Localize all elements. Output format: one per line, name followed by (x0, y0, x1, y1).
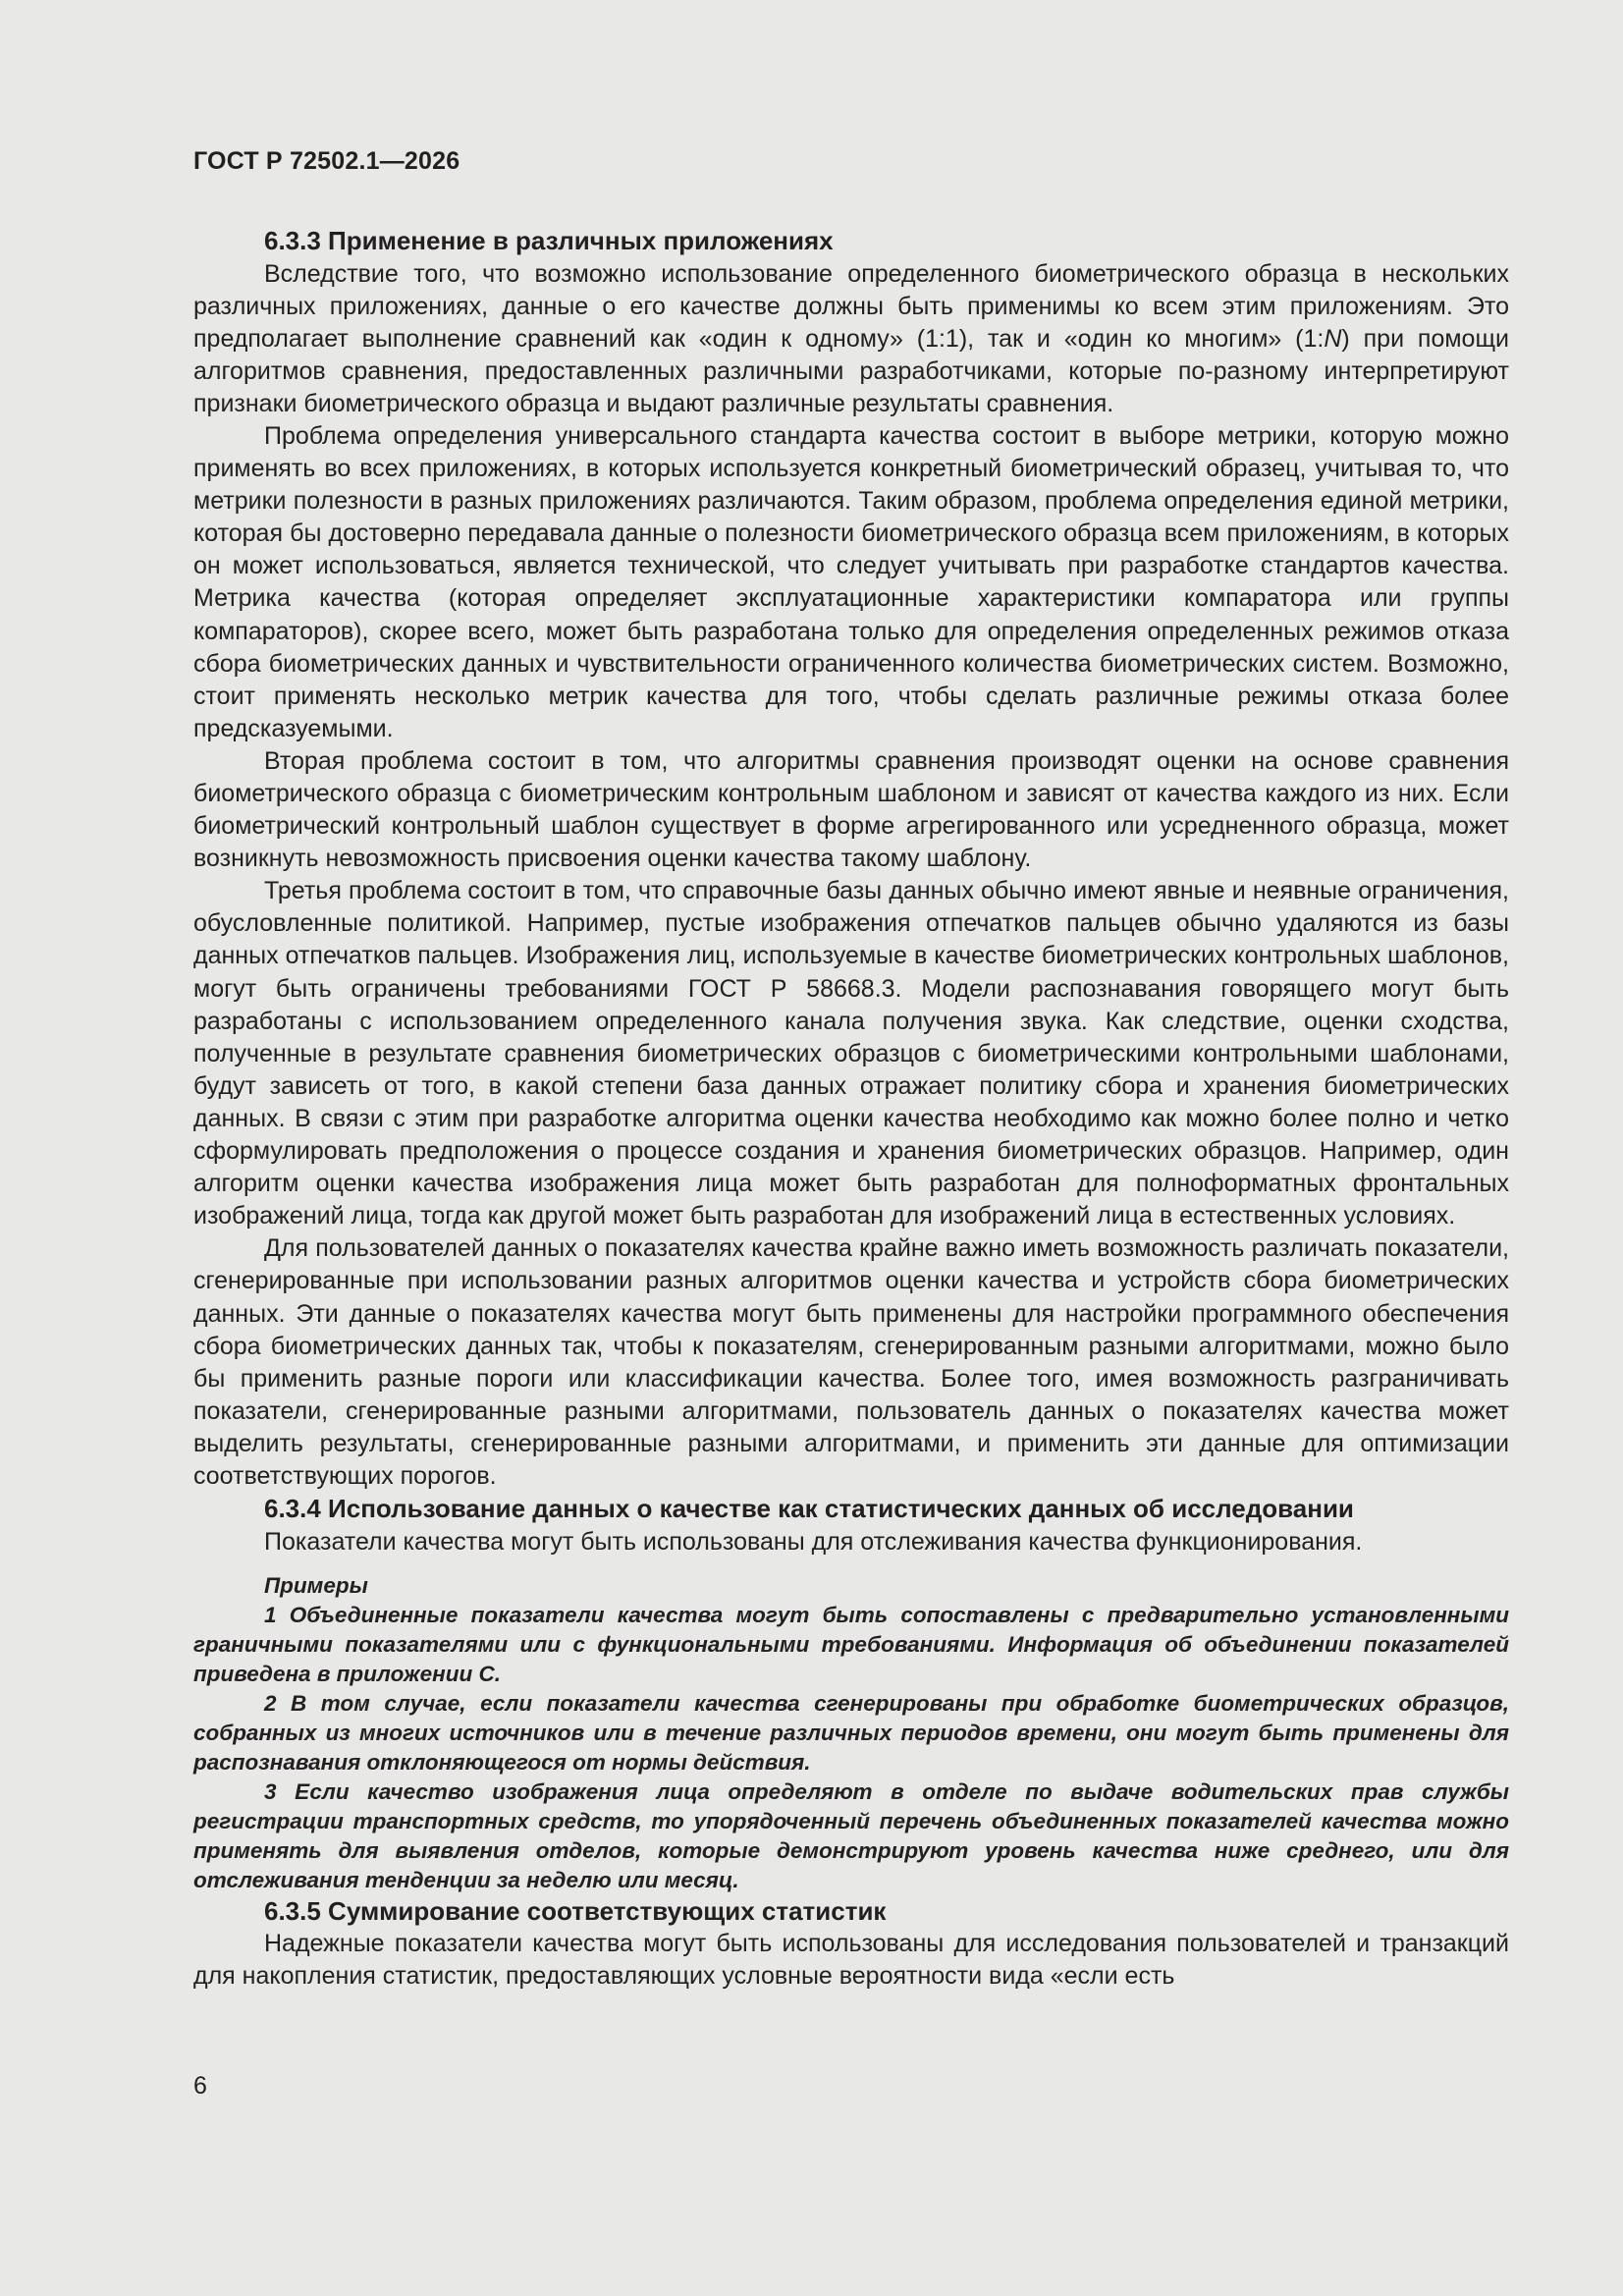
examples-block (193, 1571, 1509, 1895)
example-item: 1 Объединенные показатели качества могут быть сопоставлены с предварительно установленными граничными показателями или с функциональными требованиями. Информация об объединении показателей приведена в приложении С. (193, 1602, 1509, 1686)
page-number: 6 (193, 2072, 207, 2100)
section-6-3-3-heading: 6.3.3 Применение в различных приложениях (264, 226, 834, 255)
paragraph: Надежные показатели качества могут быть использованы для исследования пользователей и транзакций для накопления статистик, предоставляющих условные вероятности вида «если есть (193, 1930, 1509, 1991)
paragraph: Показатели качества могут быть использованы для отслеживания качества функционирования. (264, 1527, 1363, 1556)
paragraph: Вследствие того, что возможно использование определенного биометрического образца в нескольких различных приложениях, данные о его качестве должны быть применимы ко всем этим приложениям. Это предполагает выполнение сравнений как «один к одному» (1:1), так и «один ко многим» (1:N) при помощи алгоритмов сравнения, предоставленных различными разработчиками, которые по-разному интерпретируют признаки биометрического образца и выдают различные результаты сравнения. (193, 259, 1509, 417)
example-item: 3 Если качество изображения лица определяют в отделе по выдаче водительских прав службы регистрации транспортных средств, то упорядоченный перечень объединенных показателей качества можно применять для выявления отделов, которые демонстрируют уровень качества ниже среднего, или для отслеживания тенденции за неделю или месяц. (193, 1778, 1509, 1892)
paragraph: Вторая проблема состоит в том, что алгоритмы сравнения производят оценки на основе сравнения биометрического образца с биометрическим контрольным шаблоном и зависят от качества каждого из них. Если биометрический контрольный шаблон существует в форме агрегированного или усредненного образца, может возникнуть невозможность присвоения оценки качества такому шаблону. (193, 746, 1509, 873)
example-item: 2 В том случае, если показатели качества сгенерированы при обработке биометрических образцов, собранных из многих источников или в течение различных периодов времени, они могут быть применены для распознавания отклоняющегося от нормы действия. (193, 1690, 1509, 1775)
page-body (193, 225, 1509, 1993)
section-6-3-4-heading: 6.3.4 Использование данных о качестве как статистических данных об исследовании (264, 1494, 1354, 1524)
paragraph: Третья проблема состоит в том, что справочные базы данных обычно имеют явные и неявные ограничения, обусловленные политикой. Например, пустые изображения отпечатков пальцев обычно удаляются из базы данных отпечатков пальцев. Изображения лиц, используемые в качестве биометрических контрольных шаблонов, могут быть ограничены требованиями ГОСТ Р 58668.3. Модели распознавания говорящего могут быть разработаны с использованием определенного канала получения звука. Как следствие, оценки сходства, полученные в результате сравнения биометрических образцов с биометрическими контрольными шаблонами, будут зависеть от того, в какой степени база данных отражает политику сбора и хранения биометрических данных. В связи с этим при разработке алгоритма оценки качества необходимо как можно более полно и четко сформулировать предположения о процессе создания и хранения биометрических образцов. Например, один алгоритм оценки качества изображения лица может быть разработан для полноформатных фронтальных изображений лица, тогда как другой может быть разработан для изображений лица в естественных условиях. (193, 877, 1509, 1230)
paragraph: Для пользователей данных о показателях качества крайне важно иметь возможность различать показатели, сгенерированные при использовании разных алгоритмов оценки качества и устройств сбора биометрических данных. Эти данные о показателях качества могут быть применены для настройки программного обеспечения сбора биометрических данных так, чтобы к показателям, сгенерированным разными алгоритмами, можно было бы применить разные пороги или классификации качества. Более того, имея возможность разграничивать показатели, сгенерированные разными алгоритмами, пользователь данных о показателях качества может выделить результаты, сгенерированные разными алгоритмами, и применить эти данные для оптимизации соответствующих порогов. (193, 1234, 1509, 1490)
document-id-header: ГОСТ Р 72502.1—2026 (193, 147, 460, 175)
paragraph: Проблема определения универсального стандарта качества состоит в выборе метрики, которую можно применять во всех приложениях, в которых используется конкретный биометрический образец, учитывая то, что метрики полезности в разных приложениях различаются. Таким образом, проблема определения единой метрики, которая бы достоверно передавала данные о полезности биометрического образца всем приложениям, в которых он может использоваться, является технической, что следует учитывать при разработке стандартов качества. Метрика качества (которая определяет эксплуатационные характеристики компаратора или группы компараторов), скорее всего, может быть разработана только для определения определенных режимов отказа сбора биометрических данных и чувствительности ограниченного количества биометрических систем. Возможно, стоит применять несколько метрик качества для того, чтобы сделать различные режимы отказа более предсказуемыми. (193, 421, 1509, 742)
section-6-3-5-heading: 6.3.5 Суммирование соответствующих статистик (264, 1895, 887, 1926)
examples-title: Примеры (264, 1572, 368, 1598)
